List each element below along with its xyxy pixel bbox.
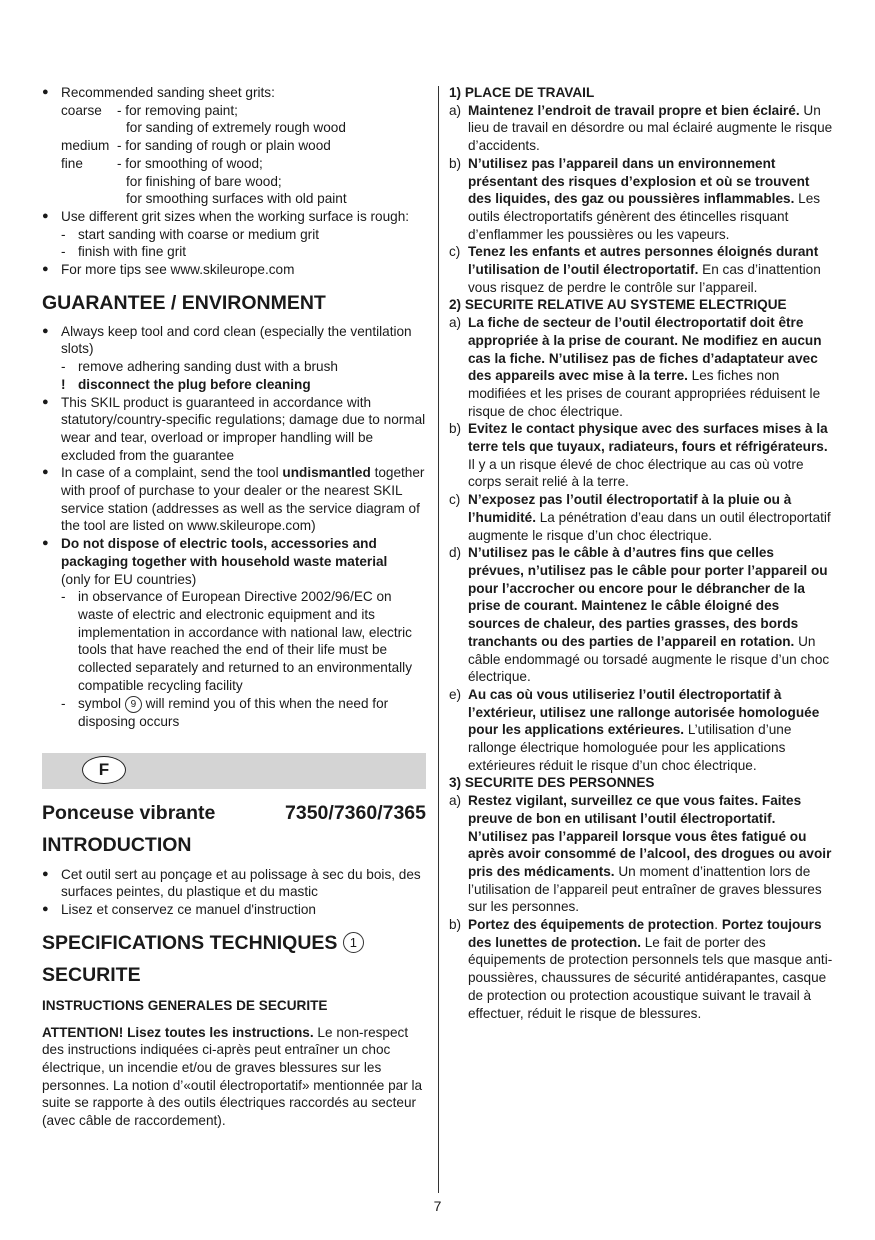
language-bar — [42, 753, 426, 789]
securite-heading: SECURITE — [42, 963, 141, 986]
section-1-title: 1) PLACE DE TRAVAIL — [449, 85, 595, 100]
tips-item: ● For more tips see www.skileurope.com — [42, 261, 426, 279]
figure-ref-1: 1 — [343, 932, 364, 953]
symbol-item: - symbol 9 will remind you of this when the need for disposing occurs — [42, 695, 426, 731]
safety-item: c) N’exposez pas l’outil électroportatif à la pluie ou à l’humidité. La pénétration d’eau dans un outil électroportatif augmente le risque d’un choc électrique. — [449, 492, 831, 543]
attention-paragraph: ATTENTION! Lisez toutes les instructions. Le non-respect des instructions indiquées ci-après peut entraîner un choc électrique, un incendie et/ou de graves blessures sur les personnes. La notion d’«outil électroportatif» mentionnée par la suite se rapporte à des outils électriques raccordés au secteur (avec câble de raccordement). — [42, 1024, 423, 1129]
grit-coarse: coarse - for removing paint; — [61, 102, 238, 118]
clean-step: - remove adhering sanding dust with a brush — [42, 358, 426, 376]
safety-item: e) Au cas où vous utiliseriez l’outil électroportatif à l’extérieur, utilisez une rallonge autorisée homologuée pour les applications extérieures. L’utilisation d’une rallonge électrique homologuée pour les applications extérieures réduit le risque d’un choc électrique. — [449, 686, 820, 773]
clean-item: ● Always keep tool and cord clean (especially the ventilation slots) — [42, 323, 426, 358]
introduction-heading: INTRODUCTION — [42, 833, 192, 856]
intro-item: ● Cet outil sert au ponçage et au polissage à sec du bois, des surfaces peintes, du plastique et du mastic — [42, 866, 426, 901]
grit-fine-cont-1: for finishing of bare wood; — [126, 173, 282, 189]
grit-fine-cont-2: for smoothing surfaces with old paint — [126, 191, 347, 207]
unplug-warning: ! disconnect the plug before cleaning — [42, 376, 426, 394]
grit-step: - finish with fine grit — [42, 243, 426, 261]
safety-item: d) N’utilisez pas le câble à d’autres fins que celles prévues, n’utilisez pas le câble pour porter l’appareil ou pour l’accrocher ou encore pour le débrancher de la prise de courant. Maintenez le câble éloigné des sources de chaleur, des parties grasses, des bords tranchants ou des parties de l’appareil en rotation. Un câble endommagé ou torsadé augmente le risque d’un choc électrique. — [449, 545, 830, 685]
general-instructions-heading: INSTRUCTIONS GENERALES DE SECURITE — [42, 997, 328, 1013]
figure-ref-9: 9 — [125, 696, 142, 713]
right-column — [449, 84, 833, 1022]
page-number: 7 — [433, 1198, 442, 1214]
guarantee-item: ● This SKIL product is guaranteed in accordance with statutory/country-specific regulations; damage due to normal wear and tear, overload or improper handling will be excluded from the guarantee — [42, 394, 426, 465]
safety-item: c) Tenez les enfants et autres personnes éloignés durant l’utilisation de l’outil électroportatif. En cas d’inattention vous risquez de perdre le contrôle sur l’appareil. — [449, 244, 821, 295]
safety-item: b) Evitez le contact physique avec des surfaces mises à la terre tels que tuyaux, radiateurs, fours et réfrigérateurs. Il y a un risque élevé de choc électrique au cas où votre corps serait relié à la terre. — [449, 421, 828, 490]
complaint-item: ● In case of a complaint, send the tool undismantled together with proof of purchase to your dealer or the nearest SKIL service station (addresses as well as the service diagram of the tool are listed on www.skileurope.com) — [42, 464, 426, 535]
grit-step: - start sanding with coarse or medium grit — [42, 226, 426, 244]
dispose-item: ● Do not dispose of electric tools, accessories and packaging together with household waste material (only for EU countries) — [42, 535, 426, 588]
language-badge: F — [82, 756, 126, 784]
grit-fine: fine - for smoothing of wood; — [61, 155, 263, 171]
grits-intro: ● Recommended sanding sheet grits: — [42, 84, 426, 102]
section-3-title: 3) SECURITE DES PERSONNES — [449, 775, 655, 791]
specs-heading: SPECIFICATIONS TECHNIQUES 1 — [42, 931, 426, 955]
grit-sizes-item: ● Use different grit sizes when the working surface is rough: — [42, 208, 426, 226]
safety-item: b) Portez des équipements de protection. Portez toujours des lunettes de protection. Le fait de porter des équipements de protection personnels tels que masque anti-poussières, chaussures de sécurité antidérapantes, casque de protection ou protection acoustique suivant le travail à effectuer, réduit le risque de blessures. — [449, 917, 833, 1021]
intro-item: ● Lisez et conservez ce manuel d'instruction — [42, 901, 426, 919]
safety-item: b) N’utilisez pas l’appareil dans un environnement présentant des risques d’explosion et où se trouvent des liquides, des gaz ou poussières inflammables. Les outils électroportatifs génèrent des étincelles risquant d’enflammer les poussières ou les vapeurs. — [449, 155, 821, 242]
product-name: Ponceuse vibrante — [42, 801, 216, 824]
grit-coarse-cont: for sanding of extremely rough wood — [126, 120, 346, 136]
guarantee-heading: GUARANTEE / ENVIRONMENT — [42, 291, 326, 314]
product-title — [42, 801, 426, 825]
section-2-title: 2) SECURITE RELATIVE AU SYSTEME ELECTRIQUE — [449, 297, 787, 313]
safety-item: a) Restez vigilant, surveillez ce que vous faites. Faites preuve de bon en utilisant l’outil électroportatif. N’utilisez pas l’appareil lorsque vous êtes fatigué ou après avoir consommé de l’alcool, des drogues ou avoir pris des médicaments. Un moment d’inattention lors de l’utilisation de l’appareil peut entraîner de graves blessures sur les personnes. — [449, 793, 832, 915]
safety-item: a) Maintenez l’endroit de travail propre et bien éclairé. Un lieu de travail en désordre ou mal éclairé augmente le risque d’accidents. — [449, 102, 833, 154]
directive-item: - in observance of European Directive 2002/96/EC on waste of electric and electronic equipment and its implementation in accordance with national law, electric tools that have reached the end of their life must be collected separately and returned to an environmentally compatible recycling facility — [42, 588, 426, 694]
column-divider — [438, 86, 439, 1193]
left-column — [42, 84, 426, 1130]
safety-item: a) La fiche de secteur de l’outil électroportatif doit être appropriée à la prise de courant. Ne modifiez en aucun cas la fiche. N’utilisez pas de fiches d’adaptateur avec des appareils avec mise à la terre. Les fiches non modifiées et les prises de courant appropriées réduisent le risque de choc électrique. — [449, 315, 822, 419]
grit-medium: medium - for sanding of rough or plain wood — [61, 138, 331, 154]
product-models: 7350/7360/7365 — [285, 801, 426, 824]
